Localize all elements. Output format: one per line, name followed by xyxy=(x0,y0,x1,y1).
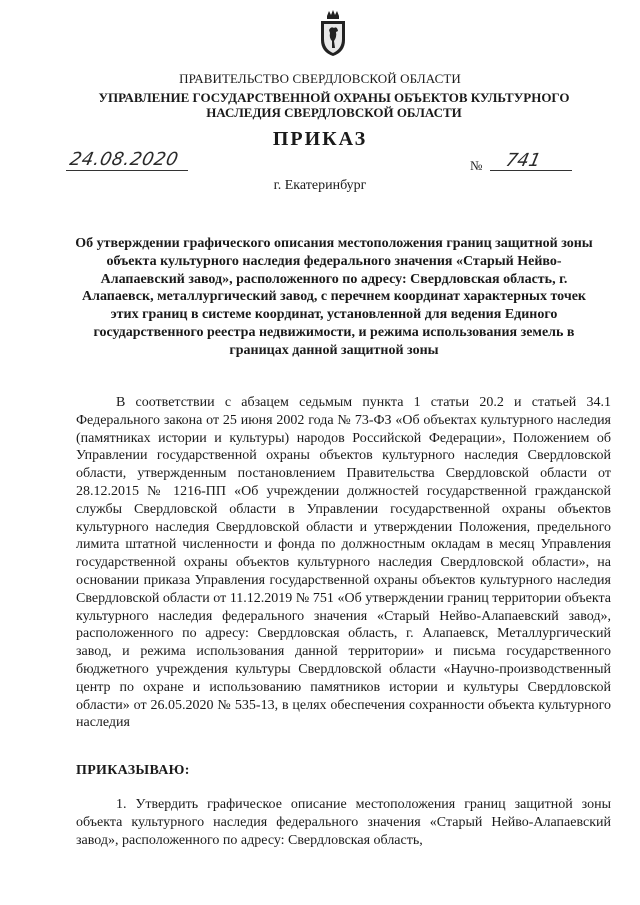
coat-of-arms-icon xyxy=(318,8,348,58)
preamble-paragraph: В соответствии с абзацем седьмым пункта 1 статьи 20.2 и статьей 34.1 Федерального закона от 25 июня 2002 года № 73-ФЗ «Об объектах культурного наследия (памятниках истории и культуры) народов Российской Федерации», Положением об Управлении государственной охраны объектов культурного наследия Свердловской области, утвержденным постановлением Правительства Свердловской области от 28.12.2015 № 1216-ПП «Об учреждении должностей государственной гражданской службы Свердловской области в Управлении государственной охраны объектов культурного наследия Свердловской области и утверждении Положения, предельного лимита штатной численности и фонда по должностным окладам в месяц Управления государственной охраны объектов культурного наследия Свердловской области», на основании приказа Управления государственной охраны объектов культурного наследия Свердловской области от 11.12.2019 № 751 «Об утверждении границ территории объекта культурного наследия федерального значения «Старый Нейво-Алапаевский завод», расположенного по адресу: Свердловская область, г. Алапаевск, Металлургический завод, и режима использования данной территории» и письма государственного бюджетного учреждения культуры Свердловской области «Научно-производственный центр по охране и использованию памятников истории и культуры Свердловской области» от 26.05.2020 № 535-13, в целях обеспечения сохранности объекта культурного наследия xyxy=(76,395,611,731)
department-name: УПРАВЛЕНИЕ ГОСУДАРСТВЕННОЙ ОХРАНЫ ОБЪЕКТОВ КУЛЬТУРНОГО НАСЛЕДИЯ СВЕРДЛОВСКОЙ ОБЛАСТИ xyxy=(98,90,570,120)
document-title: ПРИКАЗ xyxy=(272,128,368,150)
date-underline xyxy=(66,170,188,171)
government-name: ПРАВИТЕЛЬСТВО СВЕРДЛОВСКОЙ ОБЛАСТИ xyxy=(179,71,461,86)
order-item-1: 1. Утвердить графическое описание местоположения границ защитной зоны объекта культурного наследия федерального значения «Старый Нейво-Алапаевский завод», расположенного по адресу: Свердловская область, xyxy=(76,797,611,848)
order-date: 24.08.2020 xyxy=(67,149,181,170)
order-subject: Об утверждении графического описания местоположения границ защитной зоны объекта культурного наследия федерального значения «Старый Нейво-Алапаевский завод», расположенного по адресу: Свердловская область, г. Алапаевск, металлургический завод, с перечнем координат характерных точек этих границ в системе координат, установленной для ведения Единого государственного реестра недвижимости, и режима использования земель в границах данной защитной зоны xyxy=(75,236,593,358)
number-label: № xyxy=(470,158,483,173)
order-number: 741 xyxy=(503,150,543,171)
number-underline xyxy=(490,170,572,171)
order-heading: ПРИКАЗЫВАЮ: xyxy=(76,763,190,778)
city: г. Екатеринбург xyxy=(273,178,367,193)
